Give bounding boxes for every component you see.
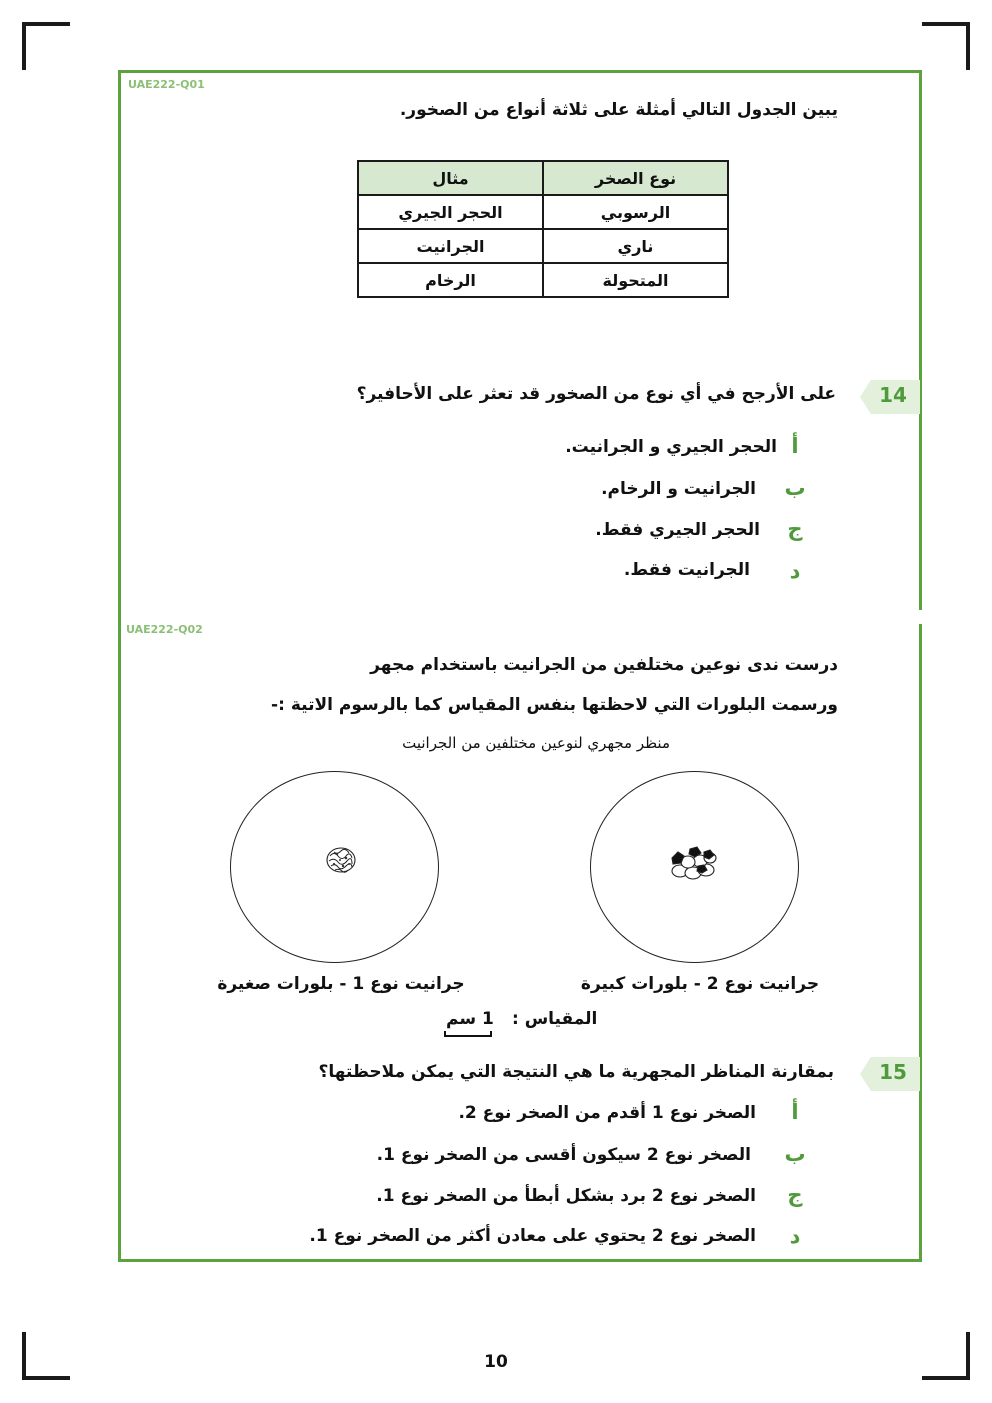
caption-granite-type2: جرانيت نوع 2 - بلورات كبيرة xyxy=(580,974,820,994)
option-letter-a: أ xyxy=(791,1100,799,1124)
question-number-14: 14 xyxy=(879,383,907,407)
table-header-row xyxy=(358,161,728,195)
cell-example: الحجر الجيري xyxy=(358,195,543,229)
cell-rock-type: الرسوبي xyxy=(543,195,728,229)
intro-text: يبين الجدول التالي أمثلة على ثلاثة أنواع من الصخور. xyxy=(399,100,838,120)
scale-bar xyxy=(444,1031,492,1037)
option-letter-d: د xyxy=(789,559,801,583)
question-code-q02: UAE222-Q02 xyxy=(126,623,203,636)
q15-option-c[interactable]: الصخر نوع 2 برد بشكل أبطأ من الصخر نوع 1. xyxy=(376,1186,756,1206)
crop-mark-top-right xyxy=(922,22,970,70)
caption-granite-type1: جرانيت نوع 1 - بلورات صغيرة xyxy=(217,974,465,994)
question-15-text: بمقارنة المناظر المجهرية ما هي النتيجة التي يمكن ملاحظتها؟ xyxy=(318,1062,834,1082)
q02-intro-line-1: درست ندى نوعين مختلفين من الجرانيت باستخدام مجهر xyxy=(370,655,838,675)
table-row xyxy=(358,229,728,263)
crop-mark-top-left xyxy=(22,22,70,70)
q14-option-a[interactable]: الحجر الجيري و الجرانيت. xyxy=(565,437,777,457)
q14-option-c[interactable]: الحجر الجيري فقط. xyxy=(595,520,760,540)
question-code-q01: UAE222-Q01 xyxy=(128,78,205,91)
rock-types-table xyxy=(357,160,729,298)
cell-example: الرخام xyxy=(358,263,543,297)
question-number-15: 15 xyxy=(879,1060,907,1084)
cell-rock-type: ناري xyxy=(543,229,728,263)
option-letter-a: أ xyxy=(791,434,799,458)
q15-option-a[interactable]: الصخر نوع 1 أقدم من الصخر نوع 2. xyxy=(458,1103,756,1123)
q15-option-b[interactable]: الصخر نوع 2 سيكون أقسى من الصخر نوع 1. xyxy=(376,1145,751,1165)
scale-value: 1 سم xyxy=(446,1009,494,1029)
option-letter-d: د xyxy=(789,1224,801,1248)
q14-option-b[interactable]: الجرانيت و الرخام. xyxy=(601,479,756,499)
cell-rock-type: المتحولة xyxy=(543,263,728,297)
option-letter-b: ب xyxy=(784,1142,806,1166)
option-letter-b: ب xyxy=(784,476,806,500)
option-letter-c: ج xyxy=(787,1183,803,1207)
table-row xyxy=(358,263,728,297)
small-crystals-drawing xyxy=(318,840,364,880)
header-rock-type: نوع الصخر xyxy=(543,161,728,195)
scale-label: المقياس : xyxy=(512,1009,598,1029)
option-letter-c: ج xyxy=(787,517,803,541)
q14-option-d[interactable]: الجرانيت فقط. xyxy=(623,560,750,580)
cell-example: الجرانيت xyxy=(358,229,543,263)
page-number: 10 xyxy=(484,1352,508,1372)
q15-option-d[interactable]: الصخر نوع 2 يحتوي على معادن أكثر من الصخر نوع 1. xyxy=(309,1226,756,1246)
figure-title: منظر مجهري لنوعين مختلفين من الجرانيت xyxy=(402,734,670,752)
q02-intro-line-2: ورسمت البلورات التي لاحظتها بنفس المقياس كما بالرسوم الاتية :- xyxy=(271,695,838,715)
question-14-text: على الأرجح في أي نوع من الصخور قد تعثر على الأحافير؟ xyxy=(356,384,836,404)
table-row xyxy=(358,195,728,229)
large-crystals-drawing xyxy=(664,840,724,886)
header-example: مثال xyxy=(358,161,543,195)
